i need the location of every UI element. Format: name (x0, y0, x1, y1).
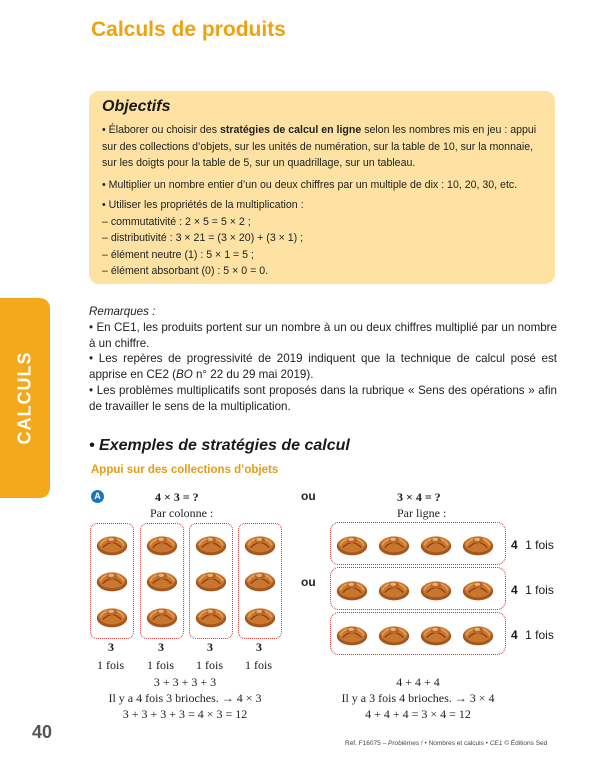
row-count: 4 (511, 538, 518, 552)
objectifs-box (89, 91, 555, 284)
brioche-icon (95, 566, 129, 593)
brioche-icon (461, 620, 495, 647)
property-element-neutre: – élément neutre (1) : 5 × 1 = 5 ; (102, 248, 254, 261)
row-count: 4 (511, 628, 518, 642)
page-number: 40 (32, 722, 53, 742)
column-count: 3 (108, 640, 114, 654)
objectif-item-3-label: • Utiliser les propriétés de la multiplication : (102, 199, 304, 211)
footer-publisher: © Éditions Sed (502, 740, 548, 747)
right-sum: 4 + 4 + 4 (396, 675, 440, 689)
remarque-2-bo: BO (176, 368, 193, 382)
ou-middle: ou (301, 575, 316, 589)
left-equation: 4 × 3 = ? (155, 490, 199, 504)
objectif-item-2: • Multiplier un nombre entier d’un ou deux chiffres par un multiple de dix : 10, 20, 30, etc. (102, 179, 518, 191)
remarque-2-text: • Les repères de progressivité de 2019 indiquent que la technique de calcul posé est apprise en CE2 ( (89, 352, 557, 382)
row-count: 4 (511, 583, 518, 597)
brioche-icon (335, 620, 369, 647)
row-fois: 1 fois (525, 583, 554, 597)
objectif-item-1 (102, 122, 548, 172)
footer-title: Problèmes ! (388, 740, 423, 747)
row-label (511, 581, 554, 599)
brioche-icon (377, 530, 411, 557)
objectif-item-1-prefix: • Élaborer ou choisir des (102, 124, 220, 136)
left-sum: 3 + 3 + 3 + 3 (153, 675, 217, 689)
column-count: 3 (207, 640, 213, 654)
brioche-icon (377, 575, 411, 602)
row-label (511, 626, 554, 644)
brioche-icon (419, 620, 453, 647)
brioche-icon (95, 602, 129, 629)
side-tab-label: CALCULS (14, 351, 35, 445)
remarque-2-date: n° 22 du 29 mai 2019). (192, 368, 314, 382)
brioche-icon (335, 575, 369, 602)
brioche-icon (194, 602, 228, 629)
objectif-item-1-bold: stratégies de calcul en ligne (219, 124, 362, 136)
row-fois: 1 fois (525, 628, 554, 642)
right-mode: Par ligne : (397, 506, 447, 520)
brioche-icon (335, 530, 369, 557)
column-fois: 1 fois (97, 658, 124, 672)
brioche-icon (243, 530, 277, 557)
page-title: Calculs de produits (91, 18, 286, 41)
brioche-icon (461, 530, 495, 557)
brioche-icon (145, 602, 179, 629)
remarques (89, 304, 557, 415)
remarque-3: • Les problèmes multiplicatifs sont proposés dans la rubrique « Sens des opérations » afin de travailler le sens de la multiplication. (89, 383, 557, 413)
side-tab (0, 298, 50, 498)
brioche-icon (419, 530, 453, 557)
property-commutativite: – commutativité : 2 × 5 = 5 × 2 ; (102, 215, 251, 228)
brioche-icon (377, 620, 411, 647)
footer-subject: • Nombres et calculs • (422, 740, 490, 747)
objectif-item-1-rest: selon les nombres mis en jeu : appui (361, 124, 537, 136)
appui-subtitle: Appui sur des collections d’objets (91, 464, 279, 476)
column-count: 3 (256, 640, 262, 654)
column-fois: 1 fois (147, 658, 174, 672)
brioche-icon (145, 566, 179, 593)
brioche-icon (145, 530, 179, 557)
row-fois: 1 fois (525, 538, 554, 552)
column-fois: 1 fois (245, 658, 272, 672)
property-element-absorbant: – élément absorbant (0) : 5 × 0 = 0. (102, 265, 269, 277)
exemples-title: • Exemples de stratégies de calcul (89, 437, 350, 454)
left-sentence: Il y a 4 fois 3 brioches. → 4 × 3 (108, 691, 262, 705)
remarque-2 (89, 351, 557, 383)
objectifs-title: Objectifs (102, 98, 171, 115)
footer-ref: Réf. F16075 – (345, 740, 388, 747)
remarques-title: Remarques : (89, 305, 156, 318)
brioche-icon (95, 530, 129, 557)
ou-top: ou (301, 489, 316, 503)
badge-a: A (91, 490, 104, 503)
row-label (511, 536, 554, 554)
left-mode: Par colonne : (150, 506, 214, 520)
left-result: 3 + 3 + 3 + 3 = 4 × 3 = 12 (122, 707, 248, 721)
property-distributivite: – distributivité : 3 × 21 = (3 × 20) + (3 × 1) ; (102, 232, 304, 244)
column-count: 3 (158, 640, 164, 654)
brioche-icon (194, 566, 228, 593)
brioche-icon (194, 530, 228, 557)
objectif-item-1-line2: sur des collections d’objets, sur les unités de numération, sur la table de 10, sur la monnaie, (102, 140, 534, 153)
remarque-1: • En CE1, les produits portent sur un nombre à un ou deux chiffres multiplié par un nombre à un chiffre. (89, 320, 557, 350)
brioche-icon (461, 575, 495, 602)
right-sentence: Il y a 3 fois 4 brioches. → 3 × 4 (341, 691, 495, 705)
footer (345, 740, 547, 747)
brioche-icon (419, 575, 453, 602)
brioche-icon (243, 602, 277, 629)
column-fois: 1 fois (196, 658, 223, 672)
footer-level: CE1 (489, 740, 503, 747)
brioche-icon (243, 566, 277, 593)
objectif-item-1-line3: sur les doigts pour la table de 5, sur un quadrillage, sur un tableau. (102, 157, 416, 169)
right-result: 4 + 4 + 4 = 3 × 4 = 12 (365, 707, 471, 721)
objectif-item-3 (102, 197, 548, 280)
right-equation: 3 × 4 = ? (397, 490, 441, 504)
